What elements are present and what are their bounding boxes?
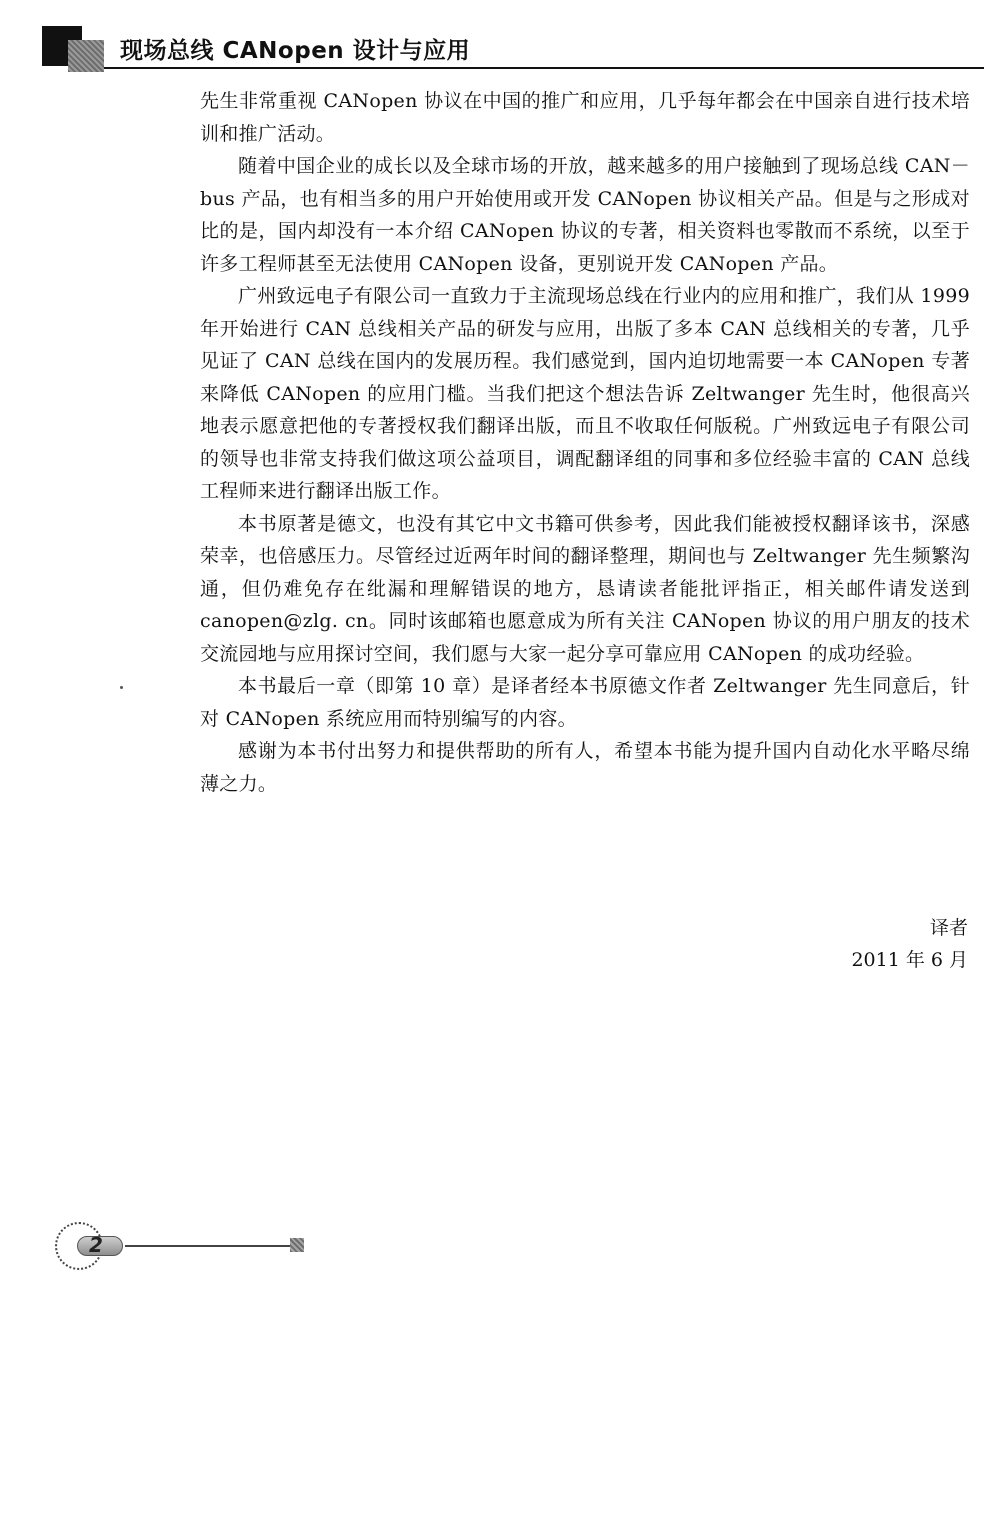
body-text bbox=[200, 85, 970, 800]
header-decoration-pattern bbox=[68, 40, 104, 72]
footer-decoration-square bbox=[290, 1238, 304, 1252]
header-rule bbox=[104, 67, 984, 69]
signature-date: 2011 年 6 月 bbox=[851, 949, 968, 971]
signature-block bbox=[851, 912, 968, 976]
paragraph-4: 本书原著是德文，也没有其它中文书籍可供参考，因此我们能被授权翻译该书，深感荣幸，也倍感压力。尽管经过近两年时间的翻译整理，期间也与 Zeltwanger 先生频繁沟通，但仍难免存在纰漏和理解错误的地方，恳请读者能批评指正，相关邮件请发送到 canopen@zlg. cn。同时该邮箱也愿意成为所有关注 CANopen 协议的用户朋友的技术交流园地与应用探讨空间，我们愿与大家一起分享可靠应用 CANopen 的成功经验。 bbox=[200, 512, 970, 665]
paragraph-5: 本书最后一章（即第 10 章）是译者经本书原德文作者 Zeltwanger 先生同意后，针对 CANopen 系统应用而特别编写的内容。 bbox=[200, 675, 970, 730]
running-header bbox=[40, 22, 980, 72]
book-title: 现场总线 CANopen 设计与应用 bbox=[120, 38, 471, 64]
page-number: 2 bbox=[89, 1233, 103, 1257]
paragraph-3: 广州致远电子有限公司一直致力于主流现场总线在行业内的应用和推广，我们从 1999 年开始进行 CAN 总线相关产品的研发与应用，出版了多本 CAN 总线相关的专著，几乎见证了 CAN 总线在国内的发展历程。我们感觉到，国内迫切地需要一本 CANopen 专著来降低 CANopen 的应用门槛。当我们把这个想法告诉 Zeltwanger 先生时，他很高兴地表示愿意把他的专著授权我们翻译出版，而且不收取任何版税。广州致远电子有限公司的领导也非常支持我们做这项公益项目，调配翻译组的同事和多位经验丰富的 CAN 总线工程师来进行翻译出版工作。 bbox=[200, 285, 970, 502]
scan-speck bbox=[120, 686, 123, 689]
footer-rule bbox=[125, 1245, 290, 1247]
paragraph-2: 随着中国企业的成长以及全球市场的开放，越来越多的用户接触到了现场总线 CAN－bus 产品，也有相当多的用户开始使用或开发 CANopen 协议相关产品。但是与之形成对比的是，国内却没有一本介绍 CANopen 协议的专著，相关资料也零散而不系统，以至于许多工程师甚至无法使用 CANopen 设备，更别说开发 CANopen 产品。 bbox=[200, 155, 970, 275]
signature-author: 译者 bbox=[929, 917, 968, 939]
paragraph-1: 先生非常重视 CANopen 协议在中国的推广和应用，几乎每年都会在中国亲自进行技术培训和推广活动。 bbox=[200, 90, 970, 145]
paragraph-6: 感谢为本书付出努力和提供帮助的所有人，希望本书能为提升国内自动化水平略尽绵薄之力。 bbox=[200, 740, 970, 795]
page-number-marker bbox=[55, 1222, 315, 1272]
page-footer bbox=[55, 1472, 315, 1522]
